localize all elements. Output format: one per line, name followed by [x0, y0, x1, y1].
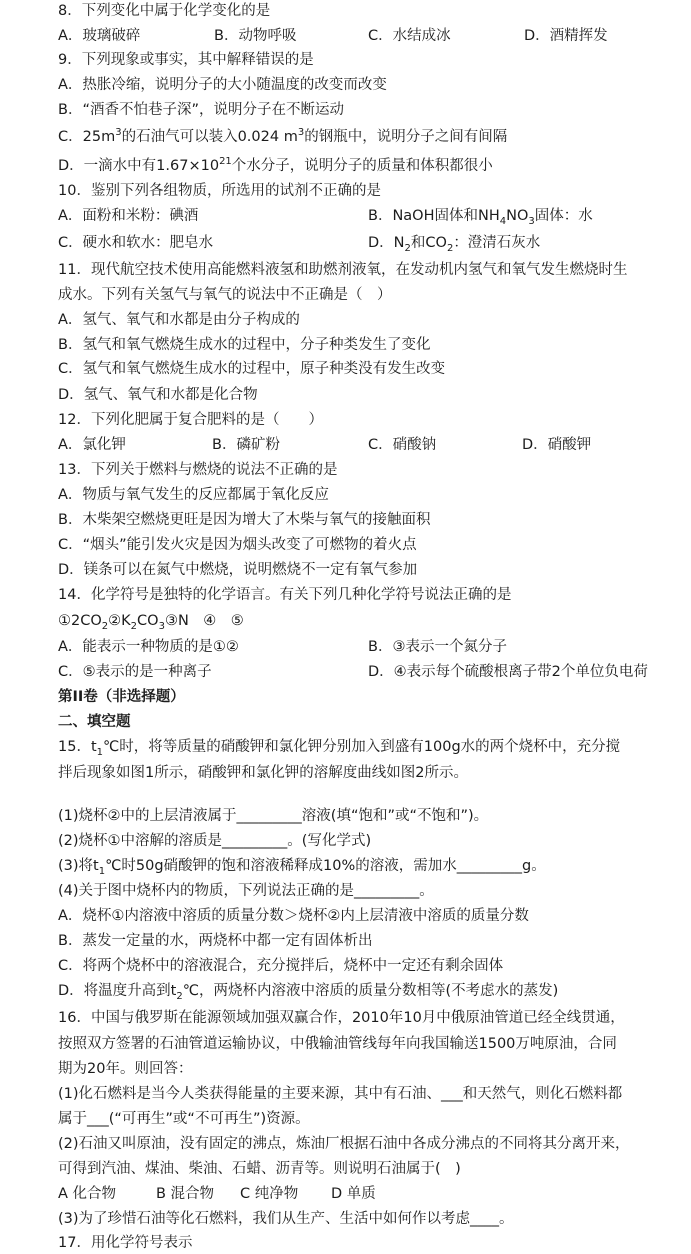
- q10-option-a: A．面粉和米粉：碘酒: [58, 208, 199, 224]
- q12-option-b: B．磷矿粉: [212, 437, 280, 453]
- q9-option-a: A．热胀冷缩，说明分子的大小随温度的改变而改变: [58, 77, 387, 93]
- question-16-stem-line2: 按照双方签署的石油管道运输协议，中俄输油管线每年向我国输送1500万吨原油，合同: [58, 1036, 617, 1052]
- q13-option-d: D．镁条可以在氮气中燃烧，说明燃烧不一定有氧气参加: [58, 562, 418, 578]
- question-17-stem: 17．用化学符号表示: [58, 1235, 193, 1251]
- q9-option-b: B．“酒香不怕巷子深”，说明分子在不断运动: [58, 102, 344, 118]
- section-2-subtitle: 二、填空题: [58, 714, 131, 730]
- q15-option-c: C．将两个烧杯中的溶液混合，充分搅拌后，烧杯中一定还有剩余固体: [58, 958, 504, 974]
- question-9-stem: 9．下列现象或事实，其中解释错误的是: [58, 52, 314, 68]
- question-12-stem: 12．下列化肥属于复合肥料的是（ ）: [58, 412, 323, 428]
- q10-option-c: C．硬水和软水：肥皂水: [58, 235, 214, 251]
- q15-option-b: B．蒸发一定量的水，两烧杯中都一定有固体析出: [58, 933, 373, 949]
- q14-option-b: B．③表示一个氮分子: [368, 639, 507, 655]
- q16-part-2-line2: 可得到汽油、煤油、柴油、石蜡、沥青等。则说明石油属于( ): [58, 1161, 461, 1177]
- section-2-title: 第II卷（非选择题）: [58, 689, 185, 705]
- question-15-stem-line1: 15．$t_1℃$时，将等质量的硝酸钾和氯化钾分别加入到盛有100g水的两个烧杯中，充分搅: [58, 739, 621, 758]
- q11-option-d: D．氢气、氧气和水都是化合物: [58, 387, 258, 403]
- q12-option-a: A．氯化钾: [58, 437, 126, 453]
- q16-part-1-line2: 属于___(“可再生”或“不可再生”)资源。: [58, 1111, 310, 1127]
- q8-option-c: C．水结成冰: [368, 28, 451, 44]
- question-11-stem-line1: 11．现代航空技术使用高能燃料液氢和助燃剂液氧，在发动机内氢气和氧气发生燃烧时生: [58, 262, 628, 278]
- q16-option-d: D 单质: [331, 1186, 376, 1202]
- q15-option-a: A．烧杯①内溶液中溶质的质量分数＞烧杯②内上层清液中溶质的质量分数: [58, 908, 529, 924]
- q8-option-a: A．玻璃破碎: [58, 28, 141, 44]
- q10-option-d: D．$N_2$和$CO_2$：澄清石灰水: [368, 235, 541, 254]
- q9-option-d: D．一滴水中有$1.67\times 10^{21}$个水分子，说明分子的质量和体积都很小: [58, 156, 493, 174]
- q14-option-a: A．能表示一种物质的是①②: [58, 639, 239, 655]
- q12-option-c: C．硝酸钠: [368, 437, 437, 453]
- q16-part-3: (3)为了珍惜石油等化石燃料，我们从生产、生活中如何作以考虑____。: [58, 1211, 514, 1227]
- question-11-stem-line2: 成水。下列有关氢气与氧气的说法中不正确是（ ）: [58, 287, 392, 303]
- q11-option-a: A．氢气、氧气和水都是由分子构成的: [58, 312, 300, 328]
- q15-part-2: (2)烧杯①中溶解的溶质是_________。(写化学式): [58, 833, 372, 849]
- q12-option-d: D．硝酸钾: [522, 437, 592, 453]
- question-13-stem: 13．下列关于燃料与燃烧的说法不正确的是: [58, 462, 338, 478]
- q8-option-b: B．动物呼吸: [214, 28, 297, 44]
- question-16-stem-line1: 16．中国与俄罗斯在能源领域加强双赢合作，2010年10月中俄原油管道已经全线贯通，: [58, 1010, 625, 1026]
- q16-option-a: A 化合物: [58, 1186, 117, 1202]
- q13-option-a: A．物质与氧气发生的反应都属于氧化反应: [58, 487, 329, 503]
- q15-part-3: (3)将$t_1℃$时50g硝酸钾的饱和溶液稀释成10%的溶液，需加水_________g。: [58, 858, 546, 877]
- q16-part-2-line1: (2)石油又叫原油，没有固定的沸点，炼油厂根据石油中各成分沸点的不同将其分离开来，: [58, 1136, 630, 1152]
- q14-symbols: $①2CO_2②K_2CO_3③N$ ④ ⑤: [58, 613, 244, 632]
- q11-option-b: B．氢气和氧气燃烧生成水的过程中，分子种类发生了变化: [58, 337, 431, 353]
- q8-option-d: D．酒精挥发: [524, 28, 608, 44]
- q15-part-4: (4)关于图中烧杯内的物质，下列说法正确的是_________。: [58, 883, 434, 899]
- q14-option-d: D．④表示每个硫酸根离子带2个单位负电荷: [368, 664, 648, 680]
- question-16-stem-line3: 期为20年。则回答：: [58, 1061, 193, 1077]
- q13-option-b: B．木柴架空燃烧更旺是因为增大了木柴与氧气的接触面积: [58, 512, 431, 528]
- question-8-stem: 8．下列变化中属于化学变化的是: [58, 3, 271, 19]
- q13-option-c: C．“烟头”能引发火灾是因为烟头改变了可燃物的着火点: [58, 537, 417, 553]
- question-10-stem: 10．鉴别下列各组物质，所选用的试剂不正确的是: [58, 183, 381, 199]
- q16-part-1-line1: (1)化石燃料是当今人类获得能量的主要来源，其中有石油、___和天然气，则化石燃料都: [58, 1086, 623, 1102]
- q16-option-c: C 纯净物: [240, 1186, 299, 1202]
- q16-option-b: B 混合物: [156, 1186, 215, 1202]
- question-14-stem: 14．化学符号是独特的化学语言。有关下列几种化学符号说法正确的是: [58, 587, 512, 603]
- q15-option-d: D．将温度升高到$t_2℃$，两烧杯内溶液中溶质的质量分数相等(不考虑水的蒸发): [58, 983, 559, 1002]
- question-15-stem-line2: 拌后现象如图1所示，硝酸钾和氯化钾的溶解度曲线如图2所示。: [58, 765, 468, 781]
- q14-option-c: C．⑤表示的是一种离子: [58, 664, 212, 680]
- q11-option-c: C．氢气和氧气燃烧生成水的过程中，原子种类没有发生改变: [58, 361, 446, 377]
- q10-option-b: B．NaOH固体和$NH_4NO_3$固体：水: [368, 208, 593, 227]
- q15-part-1: (1)烧杯②中的上层清液属于_________溶液(填“饱和”或“不饱和”)。: [58, 808, 489, 824]
- q9-option-c: C．$25m^3$的石油气可以装入0.024 $m^3$的钢瓶中，说明分子之间有间隔: [58, 127, 508, 145]
